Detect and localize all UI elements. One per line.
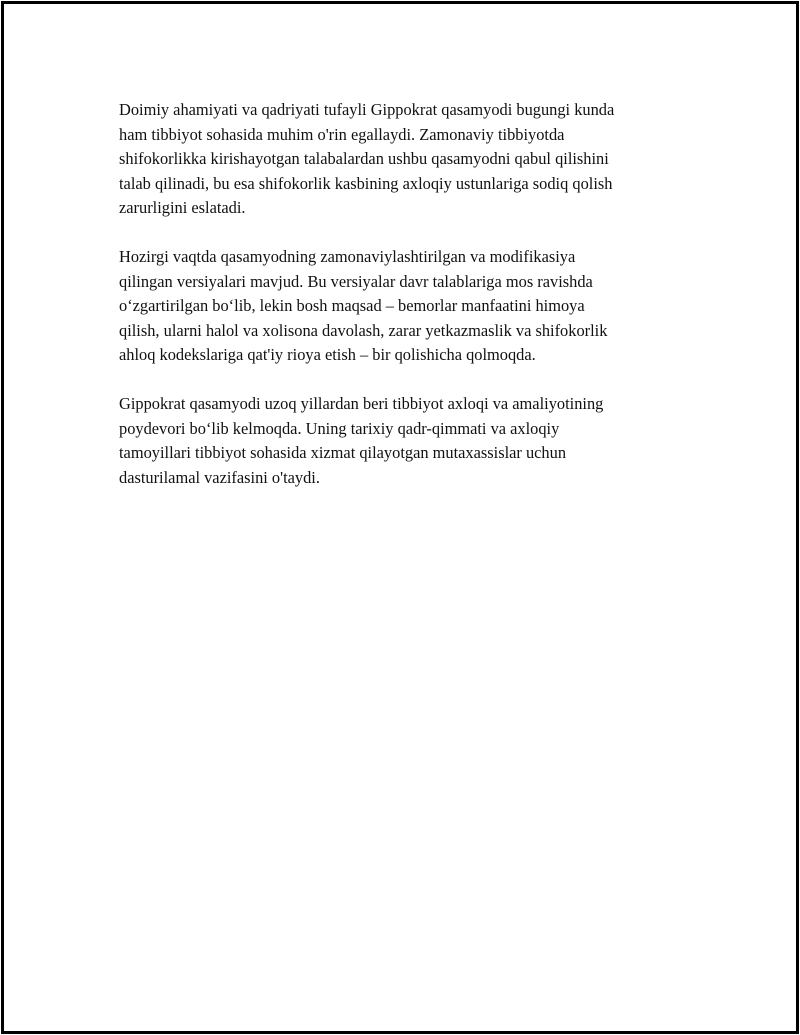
text-line: o‘zgartirilgan bo‘lib, lekin bosh maqsad – bemorlar manfaatini himoya <box>119 296 585 315</box>
paragraph-3 <box>119 392 684 490</box>
text-line: Hozirgi vaqtda qasamyodning zamonaviylashtirilgan va modifikasiya <box>119 247 576 266</box>
text-line: ham tibbiyot sohasida muhim o'rin egallaydi. Zamonaviy tibbiyotda <box>119 124 565 144</box>
text-line: qilish, ularni halol va xolisona davolash, zarar yetkazmaslik va shifokorlik <box>119 320 608 340</box>
text-line: Gippokrat qasamyodi uzoq yillardan beri tibbiyot axloqi va amaliyotining <box>119 394 604 413</box>
document-page <box>1 1 799 1034</box>
paragraph-1 <box>119 98 684 221</box>
text-line: tamoyillari tibbiyot sohasida xizmat qilayotgan mutaxassislar uchun <box>119 443 567 462</box>
text-line: shifokorlikka kirishayotgan talabalardan ushbu qasamyodni qabul qilishini <box>119 149 609 168</box>
text-line: zarurligini eslatadi. <box>119 198 246 217</box>
document-body <box>119 98 684 515</box>
text-line: dasturilamal vazifasini o'taydi. <box>119 467 320 487</box>
text-line: Doimiy ahamiyati va qadriyati tufayli Gippokrat qasamyodi bugungi kunda <box>119 100 615 119</box>
text-line: ahloq kodekslariga qat'iy rioya etish – bir qolishicha qolmoqda. <box>119 345 536 364</box>
text-line: poydevori bo‘lib kelmoqda. Uning tarixiy qadr-qimmati va axloqiy <box>119 418 560 438</box>
paragraph-2 <box>119 245 684 368</box>
text-line: talab qilinadi, bu esa shifokorlik kasbining axloqiy ustunlariga sodiq qolish <box>119 173 613 193</box>
text-line: qilingan versiyalari mavjud. Bu versiyalar davr talablariga mos ravishda <box>119 271 593 291</box>
